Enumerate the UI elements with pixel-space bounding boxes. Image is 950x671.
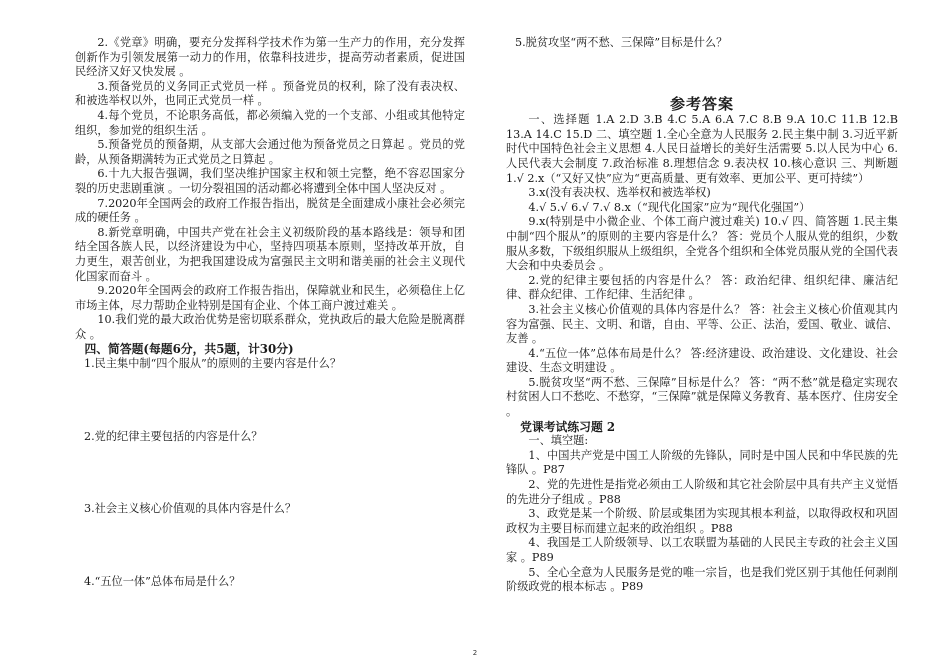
fill-item-10: 10.我们党的最大政治优势是密切联系群众，党执政后的最大危险是脱离群众 。	[75, 313, 465, 341]
short-answer-question-3: 3.社会主义核心价值观的具体内容是什么？	[83, 502, 297, 516]
answer-block: 3.社会主义核心价值观的具体内容是什么？ 答：社会主义核心价值观其内容为富强、民主、文明、和谐，自由、平等、公正、法治，爱国、敬业、诚信、友善 。	[506, 302, 898, 346]
answer-block: 2.党的纪律主要包括的内容是什么？ 答：政治纪律、组织纪律、廉洁纪律、群众纪律、工作纪律、生活纪律 。	[506, 273, 898, 302]
exercise-2-section: 一、填空题:	[528, 434, 589, 448]
answer-block: 4.√ 5.√ 6.√ 7.√ 8.x（“现代化国家”应为“现代化强国”）	[528, 200, 811, 214]
exercise-2-item: 1、中国共产党是中国工人阶级的先锋队，同时是中国人民和中华民族的先锋队 。P87	[506, 448, 898, 477]
short-answer-question-2: 2.党的纪律主要包括的内容是什么？	[83, 429, 263, 443]
short-answer-section-title: 四、简答题(每题6分，共5题，计30分)	[84, 342, 294, 357]
right-column	[506, 36, 898, 595]
short-answer-question-5: 5.脱贫攻坚“两不愁、三保障”目标是什么？	[514, 36, 728, 49]
short-answer-question-1: 1.民主集中制“四个服从”的原则的主要内容是什么？	[83, 357, 342, 371]
exercise-2-item: 5、全心全意为人民服务是党的唯一宗旨，也是我们党区别于其他任何剥削阶级政党的根本标志 。P89	[506, 565, 898, 594]
exercise-2-item: 4、我国是工人阶级领导、以工农联盟为基础的人民民主专政的社会主义国家 。P89	[506, 536, 898, 564]
answer-block: 3.x(没有表决权、选举权和被选举权)	[528, 186, 711, 200]
exercise-2-title: 党课考试练习题 2	[520, 419, 616, 434]
exercise-2-item: 3、政党是某一个阶级、阶层或集团为实现其根本利益，以取得政权和巩固政权为主要目标而建立起来的政治组织 。P88	[506, 507, 898, 535]
fill-item-8: 8.新党章明确，中国共产党在社会主义初级阶段的基本路线是：领导和团结全国各族人民，以经济建设为中心，坚持四项基本原则，坚持改革开放，自力更生，艰苦创业，为把我国建设成为富强民主文明和谐美丽的社会主义现代化国家而奋斗 。	[75, 225, 465, 283]
answer-space	[75, 517, 465, 575]
answer-block: 5.脱贫攻坚“两不愁、三保障”目标是什么？ 答：“两不愁”就是稳定实现农村贫困人口不愁吃、不愁穿，“三保障”就是保障义务教育、基本医疗、住房安全 。	[506, 375, 898, 419]
fill-item-9: 9.2020年全国两会的政府工作报告指出，保障就业和民生，必须稳住上亿市场主体，尽力帮助企业特别是国有企业、个体工商户渡过难关 。	[75, 284, 465, 312]
answer-key-title: 参考答案	[669, 94, 734, 113]
short-answer-question-4: 4.“五位一体”总体布局是什么？	[83, 574, 241, 588]
answer-block: 9.x(特别是中小微企业、个体工商户渡过难关) 10.√ 四、简答题 1.民主集中制“四个服从”的原则的主要内容是什么？ 答：党员个人服从党的组织，少数服从多数，下级组织服从上级组织，全党各个组织和全体党员服从党的全国代表大会和中央委员会 。	[506, 215, 898, 273]
fill-item-3: 3.预备党员的义务同正式党员一样 。预备党员的权利，除了没有表决权、和被选举权以外，也同正式党员一样 。	[75, 79, 465, 108]
fill-item-7: 7.2020年全国两会的政府工作报告指出，脱贫是全面建成小康社会必须完成的硬任务 。	[75, 196, 465, 225]
answer-space	[506, 51, 898, 97]
answer-space	[75, 444, 465, 502]
exercise-2-item: 2、党的先进性是指党必须由工人阶级和其它社会阶层中具有共产主义觉悟的先进分子组成 。P88	[506, 478, 898, 506]
fill-item-6: 6.十九大报告强调，我们坚决维护国家主权和领土完整，绝不容忍国家分裂的历史悲剧重演 。一切分裂祖国的活动都必将遭到全体中国人坚决反对 。	[75, 167, 465, 195]
answer-block: 4.“五位一体”总体布局是什么？ 答:经济建设、政治建设、文化建设、社会建设、生态文明建设 。	[506, 346, 898, 375]
fill-item-2: 2.《党章》明确，要充分发挥科学技术作为第一生产力的作用，充分发挥创新作为引领发展第一动力的作用，依靠科技进步，提高劳动者素质，促进国民经济又好又快发展 。	[75, 36, 465, 79]
fill-item-5: 5.预备党员的预备期，从支部大会通过他为预备党员之日算起 。党员的党龄，从预备期满转为正式党员之日算起 。	[75, 138, 465, 166]
fill-item-4: 4.每个党员，不论职务高低，都必须编入党的一个支部、小组或其他特定组织，参加党的组织生活 。	[75, 108, 465, 137]
page-number: 2	[472, 649, 478, 657]
answer-block: 一、选择题 1.A 2.D 3.B 4.C 5.A 6.A 7.C 8.B 9.A 10.C 11.B 12.B 13.A 14.C 15.D 二、填空题 1.全心全意为人民服务 2.民主集中制 3.习近平新时代中国特色社会主义思想 4.人民日益增长的美好生活需要 5.以人民为中心 6.人民代表大会制度 7.政治标准 8.理想信念 9.表决权 10.核心意识 三、判断题 1.√ 2.x（“又好又快”应为“更高质量、更有效率、更加公平、更可持续”）	[506, 113, 898, 185]
left-column	[75, 36, 465, 589]
answer-space	[75, 372, 465, 430]
